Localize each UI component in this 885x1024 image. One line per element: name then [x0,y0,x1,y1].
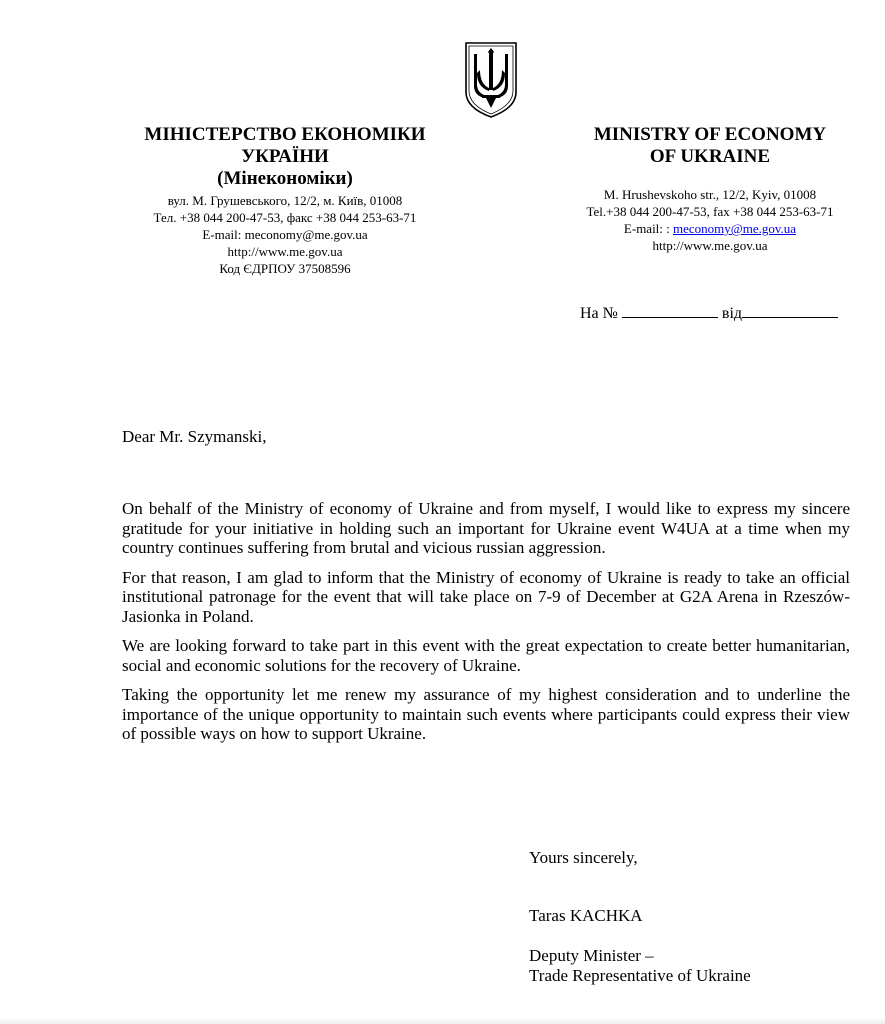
ministry-name-ua-line1: МІНІСТЕРСТВО ЕКОНОМІКИ [144,124,426,145]
ref-date-label: від [721,305,743,322]
email-link[interactable]: meconomy@me.gov.ua [673,221,797,236]
ref-number-blank [622,303,718,318]
ref-number-label: На № [580,305,618,322]
reference-number-line [580,303,838,323]
website-ua: http://www.me.gov.ua [227,244,343,259]
trident-emblem-icon [462,40,520,120]
signatory-title-line1: Deputy Minister – [529,946,654,965]
website-en: http://www.me.gov.ua [652,238,768,253]
phone-ua: Тел. +38 044 200-47-53, факс +38 044 253-63-71 [153,210,417,225]
phone-en: Tel.+38 044 200-47-53, fax +38 044 253-63-71 [586,204,834,219]
signatory-title [529,946,751,986]
signatory-name: Taras KACHKA [529,906,643,925]
paragraph: For that reason, I am glad to inform that the Ministry of economy of Ukraine is ready to take an official institutional patronage for the event that will take place on 7-9 of December at G2A Arena in Rzeszów-Jasionka in Poland. [122,567,850,626]
email-en-label: E-mail: : [623,221,674,236]
paragraph: Taking the opportunity let me renew my assurance of my highest consideration and to underline the importance of the unique opportunity to maintain such events where participants could express their view of possible ways on how to support Ukraine. [122,685,850,743]
email-en [560,220,860,237]
edrpou-code: Код ЄДРПОУ 37508596 [219,261,351,276]
ministry-name-en-line2: OF UKRAINE [649,146,771,167]
paragraph: On behalf of the Ministry of economy of Ukraine and from myself, I would like to express my sincere gratitude for your initiative in holding such an important for Ukraine event W4UA at a time when my country continues suffering from brutal and vicious russian aggression. [122,499,850,557]
email-ua: E-mail: meconomy@me.gov.ua [202,227,368,242]
closing: Yours sincerely, [529,848,638,867]
address-en: M. Hrushevskoho str., 12/2, Kyiv, 01008 [603,187,817,202]
signatory-title-line2: Trade Representative of Ukraine [529,966,751,985]
ministry-short-name-ua: (Мінекономіки) [217,168,353,189]
letter-body [122,499,850,754]
ref-date-blank [742,303,838,318]
page-edge [0,1018,885,1024]
ministry-header-ukrainian [110,124,460,277]
ministry-name-en-line1: MINISTRY OF ECONOMY [593,124,827,145]
address-ua: вул. М. Грушевського, 12/2, м. Київ, 01008 [167,193,403,208]
ministry-name-ua-line2: УКРАЇНИ [241,146,329,167]
paragraph: We are looking forward to take part in this event with the great expectation to create better humanitarian, social and economic solutions for the recovery of Ukraine. [122,636,850,675]
salutation: Dear Mr. Szymanski, [122,427,267,446]
ministry-header-english [560,124,860,254]
